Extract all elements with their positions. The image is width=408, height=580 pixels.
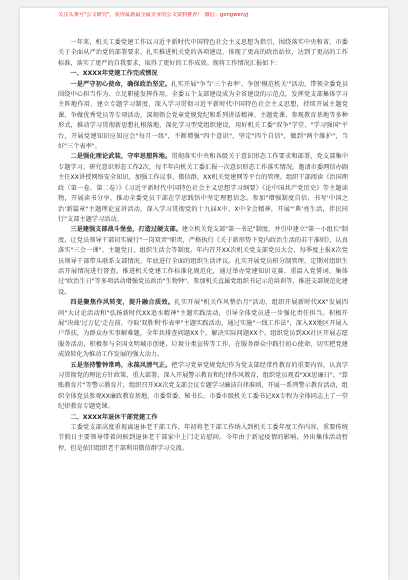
section-heading-1: 一、XXXX年党建工作完成情况 bbox=[70, 70, 158, 78]
item-lead-5: 五是坚持警钟常鸣，永葆风清气正。 bbox=[70, 361, 172, 369]
item-paragraph-2 bbox=[58, 152, 348, 225]
item-lead-2: 二是强化理论武装，守牢思想阵地。 bbox=[70, 153, 172, 161]
document-page bbox=[20, 8, 388, 580]
item-lead-3: 三是建强支部战斗堡垒，打造过硬支部。 bbox=[70, 226, 182, 234]
closing-paragraph: 工委党支部高度重视离退休老干部工作，年初将老干部工作纳入到机关工委年度工作内容，重要传统节假日主要领导带着问候到退休老干部家中上门走访慰问。今年由于新冠疫情的影响，外出集体活动暂停，但是依旧组织老干部利用微信群学习交流。 bbox=[58, 424, 348, 452]
item-lead-4: 四是聚焦作风转变，提升融合质效。 bbox=[70, 299, 175, 307]
item-lead-1: 一是严守初心使命，确保政治坚定。 bbox=[70, 80, 172, 88]
item-text-5: 把学习党章党规党纪作为党支部经常性教育的重要内容，认真学习贯彻党的理论方针政策、重大部署，深入开展警示教育和纪律作风教育，组织党员观看"XX思廉日"、"算账教育片"等警示教育片，组织召开XX次党支部会议专题学习廉洁自律准则，开展一系列警示教育活动，组织全体党员参观XX廉政教育基地，市委常委、秘书长、市委市级机关工委书记XX专程为全体同志上了一堂纪律教育专题党课。 bbox=[58, 361, 349, 411]
item-paragraph-3 bbox=[58, 225, 348, 298]
promo-banner: 关注头条号"公文研究"，获得最新最全最专业的公文资料推荐！ 微信：gongwenyj bbox=[58, 12, 249, 18]
item-paragraph-4 bbox=[58, 298, 348, 360]
section-heading-2: 二、XXXX年退休干部党建工作 bbox=[70, 413, 158, 421]
item-paragraph-1 bbox=[58, 80, 348, 153]
item-paragraph-5 bbox=[58, 361, 348, 413]
document-body bbox=[58, 38, 348, 454]
item-text-2: 贯彻落实中央和各级关于意识形态工作要求和部署，党支部集中专题学习、研究意识形态工作2次，每半年向机关工委汇报一次意识形态工作落实情况。邀请市委网信办副主任XX讲授网络安全知识，加强工作议事、微信群、XX机关党建网等平台的管理。组织干部阅读《治国理政（第一卷、第二卷）》《习近平新时代中国特色社会主义思想学习纲要》《论中国共产党历史》等主题读物，开展读书分享，推动全委党员干部在学思践悟中坚定理想信念。参加"增强制度自信，书写'中国之治'新篇章"主题理论宣讲活动，深入学习贯彻党的十九届X中、X中全会精神，开展"'典'亮生活，伴民同行"支部主题学习活动。 bbox=[58, 153, 349, 223]
item-text-1: 扎实开展"争当'三个表率'、争创'模范机关'"活动，带领全委党员围绕中心担当作为、立足职能发挥作用。全委五个支部建设成为全省建设的示范点，发挥党支部集体学习主阵地作用，建立专题学习制度，深入学习贯彻习近平新时代中国特色社会主义思想，持续开展主题党课、争做优秀党员等专项活动，深刻领会党章党规党纪和系列讲话精神。主题党课、参观教育基地等多种形式，推动学习贯彻新思想扎根落地，深化学习型党组织建设，用好机关工委"双争"学堂、"学习强国"平台，开展党建知识应知应会"每月一练"，不断增强"四个意识"，坚定"四个自信"，做到"两个维护"，当好"三个表率"。 bbox=[58, 80, 349, 151]
intro-paragraph: 一年来，机关工委党建工作以习近平新时代中国特色社会主义思想为指引，围绕落实中央和省、市委关于全面从严治党的部署要求，扎实推进机关党的各项建设，体现了更高的政治站位，达到了更高的工作标准，落实了更严的自我要求，取得了更好的工作成效。现将工作情况汇报如下： bbox=[58, 39, 348, 67]
item-text-4: 扎实开展"机关作风整治月"活动，组织开展新时代XX"发展四问"大讨论活动和"弘扬新时代XX追水精神"主题实践活动，引导全体党员进一步强化责任担当。积极开展"决战'过万亿'走在前，夺取'双胜利'作表率"主题实践活动，通过实施"一线工作法"，深入XX地区开展入户帮扶，为群众办实事解难题，全年共排查问题XX个，解决实际问题XX个。组织党员到XX社区开展志愿服务活动，积极参与全国文明城市创建、垃圾分类宣传等工作，在服务群众中践行初心使命，切实把党建成效转化为推动工作发展的强大动力。 bbox=[58, 299, 349, 359]
item-text-3: 建立机关党支部"第一书记"制度，并引申建立"第一小组长"制度，让党员领导干部切实履行"一岗双责"职责，严格执行《关于新形势下党内政治生活的若干准则》，认真落实"三会一课"、主题党日、组织生活会等制度。年内召开XX次机关党支部党员大会，每季度上报X次党员领导干部带头联系支部情况，年底进行全面的组织生活评议。扎实开展党员积分制管理，定期对组织生活开展情况进行督查，推进机关党建工作标准化规范化，通过举办党建知识竞赛、重温入党誓词、集体过"政治生日"等多项活动增强党员政治"生物钟"。参加机关直属党组织书记示范培训等，推进支部规范化建设。 bbox=[58, 226, 348, 296]
